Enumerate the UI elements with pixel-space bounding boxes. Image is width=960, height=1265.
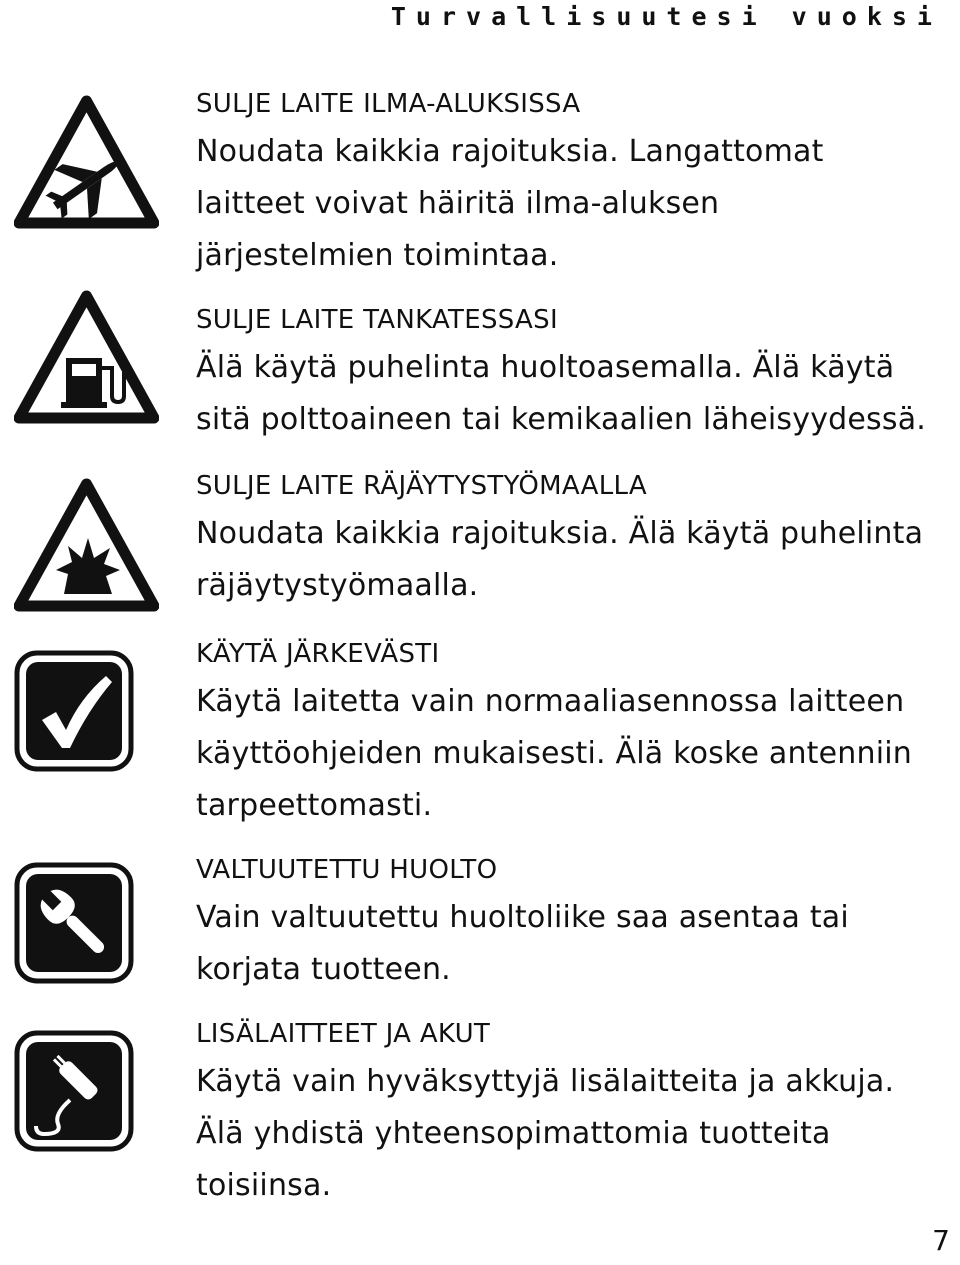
section-blasting [196, 464, 956, 612]
section-body: Vain valtuutettu huoltoliike saa asentaa tai korjata tuotteen. [196, 900, 849, 987]
wrench-icon [14, 862, 134, 988]
section-aircraft [196, 82, 956, 282]
page-number: 7 [932, 1224, 950, 1257]
checkmark-icon [14, 650, 134, 776]
section-title: LISÄLAITTEET JA AKUT [196, 1019, 491, 1049]
section-use-sensibly [196, 632, 956, 832]
section-title: KÄYTÄ JÄRKEVÄSTI [196, 639, 440, 669]
section-fueling [196, 298, 956, 446]
section-title: SULJE LAITE TANKATESSASI [196, 305, 558, 335]
section-title: SULJE LAITE ILMA-ALUKSISSA [196, 89, 581, 119]
fuel-pump-warning-icon [14, 290, 159, 429]
airplane-warning-icon [14, 95, 159, 234]
page-header: Turvallisuutesi vuoksi [390, 2, 942, 31]
section-service [196, 848, 956, 996]
section-body: Noudata kaikkia rajoituksia. Älä käytä puhelinta räjäytystyömaalla. [196, 516, 924, 603]
section-title: SULJE LAITE RÄJÄYTYSTYÖMAALLA [196, 471, 648, 501]
accessory-cable-icon [14, 1030, 134, 1156]
section-body: Käytä laitetta vain normaaliasennossa laitteen käyttöohjeiden mukaisesti. Älä koske antenniin tarpeettomasti. [196, 684, 912, 823]
section-accessories [196, 1012, 956, 1212]
section-title: VALTUUTETTU HUOLTO [196, 855, 498, 885]
explosion-warning-icon [14, 478, 159, 617]
section-body: Älä käytä puhelinta huoltoasemalla. Älä käytä sitä polttoaineen tai kemikaalien läheisyydessä. [196, 350, 927, 437]
section-body: Noudata kaikkia rajoituksia. Langattomat laitteet voivat häiritä ilma-aluksen järjestelmien toimintaa. [196, 134, 824, 273]
section-body: Käytä vain hyväksyttyjä lisälaitteita ja akkuja. Älä yhdistä yhteensopimattomia tuotteita toisiinsa. [196, 1064, 895, 1203]
